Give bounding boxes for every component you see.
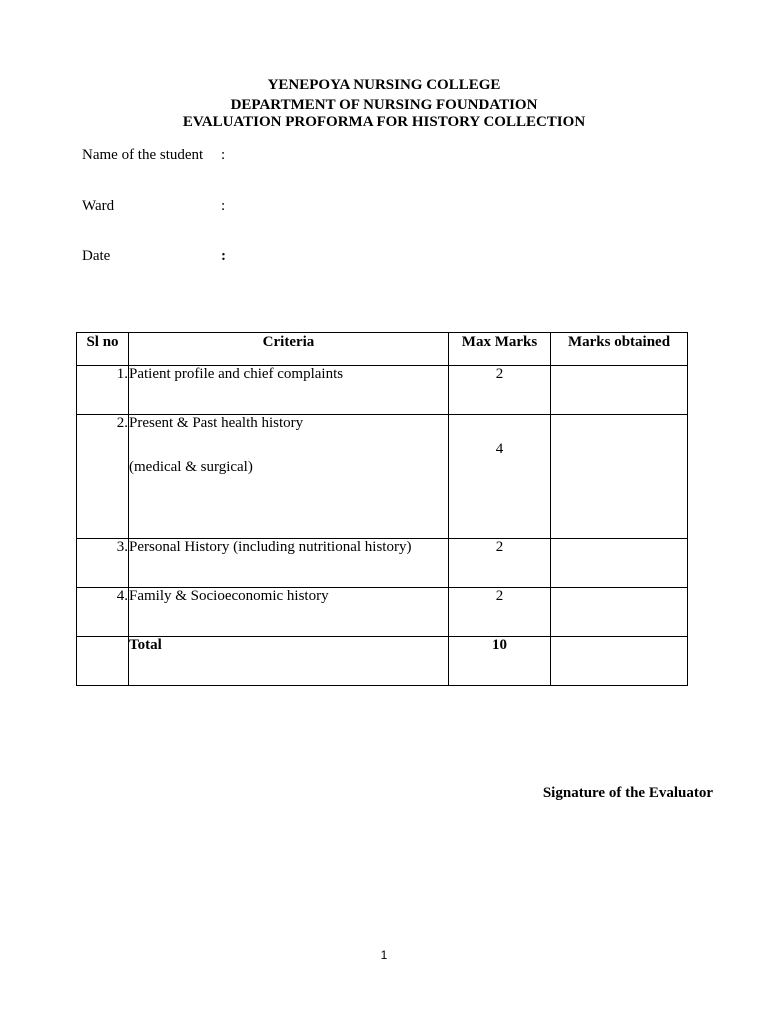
- row-max-marks: 2: [449, 588, 551, 637]
- row-criteria-main: Present & Past health history: [129, 415, 304, 431]
- field-label: Date: [82, 248, 111, 264]
- row-sl-no: 4.: [77, 588, 129, 637]
- row-max-marks: 2: [449, 366, 551, 415]
- header-sl-no: Sl no: [77, 333, 129, 366]
- row-criteria: Patient profile and chief complaints: [129, 366, 449, 415]
- row-sl-no: 3.: [77, 539, 129, 588]
- field-colon: :: [221, 147, 226, 163]
- criteria-table: [76, 332, 688, 686]
- field-label: Ward: [82, 198, 115, 214]
- form-title: EVALUATION PROFORMA FOR HISTORY COLLECTION: [182, 114, 586, 130]
- table-header-row: [77, 333, 688, 366]
- row-sl-no: 2.: [77, 415, 129, 539]
- field-colon: :: [221, 198, 226, 214]
- header-max-marks: Max Marks: [449, 333, 551, 366]
- total-marks-obtained-cell[interactable]: [551, 637, 688, 686]
- total-sl-cell: [77, 637, 129, 686]
- college-name: YENEPOYA NURSING COLLEGE: [267, 77, 501, 93]
- row-marks-obtained-cell[interactable]: [551, 539, 688, 588]
- department-name: DEPARTMENT OF NURSING FOUNDATION: [230, 97, 538, 113]
- row-marks-obtained-cell[interactable]: [551, 366, 688, 415]
- row-criteria: [129, 415, 449, 539]
- row-criteria: Family & Socioeconomic history: [129, 588, 449, 637]
- header-criteria: Criteria: [129, 333, 449, 366]
- field-label: Name of the student: [82, 147, 204, 163]
- field-colon: :: [221, 248, 226, 264]
- header-marks-obtained: Marks obtained: [551, 333, 688, 366]
- page-number: 1: [380, 948, 388, 962]
- total-max-marks: 10: [449, 637, 551, 686]
- row-sl-no: 1.: [77, 366, 129, 415]
- table-row: [77, 588, 688, 637]
- evaluator-signature-label: Signature of the Evaluator: [542, 785, 713, 801]
- row-max-marks: 4: [449, 415, 551, 539]
- table-row: [77, 366, 688, 415]
- row-max-marks: 2: [449, 539, 551, 588]
- total-row: [77, 637, 688, 686]
- table-row: [77, 415, 688, 539]
- total-label: Total: [129, 637, 449, 686]
- table-row: [77, 539, 688, 588]
- row-criteria: Personal History (including nutritional history): [129, 539, 449, 588]
- row-marks-obtained-cell[interactable]: [551, 588, 688, 637]
- row-criteria-sub: (medical & surgical): [129, 459, 253, 475]
- row-marks-obtained-cell[interactable]: [551, 415, 688, 539]
